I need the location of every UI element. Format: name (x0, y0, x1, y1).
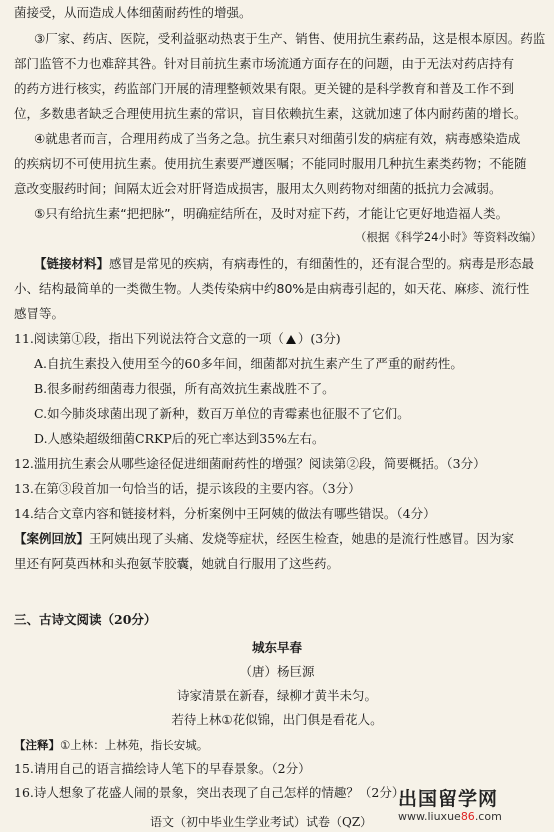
case-label: 【案例回放】 (14, 531, 90, 546)
link-material-label: 【链接材料】 (34, 256, 110, 271)
link-material-line-2: 小、结构最简单的一类微生物。人类传染病中约80%是由病毒引起的，如天花、麻疹、流行性 (14, 281, 530, 296)
paragraph-4-line-3: 意改变服药时间；间隔太近会对肝肾造成损害，服用太久则药物对细菌的抵抗力会减弱。 (14, 181, 502, 196)
source-citation: （根据《科学24小时》等资料改编） (354, 230, 542, 244)
logo-url: www.liuxue86.com (398, 810, 502, 823)
poem-note (14, 737, 208, 753)
case-line-1 (14, 531, 514, 547)
question-12: 12.滥用抗生素会从哪些途径促进细菌耐药性的增强？阅读第②段，简要概括。（3分） (14, 456, 486, 471)
link-material-text-1: 感冒是常见的疾病，有病毒性的，有细菌性的，还有混合型的。病毒是形态最 (109, 256, 535, 271)
site-watermark-logo (398, 788, 548, 828)
logo-name: 出国留学网 (398, 788, 499, 810)
question-13: 13.在第③段首加一句恰当的话，提示该段的主要内容。（3分） (14, 481, 361, 496)
question-15: 15.请用自己的语言描绘诗人笔下的早春景象。（2分） (14, 761, 311, 776)
question-11-stem-end: ）(3分) (297, 331, 341, 346)
question-11-option-a: A.自抗生素投入使用至今的60多年间，细菌都对抗生素产生了严重的耐药性。 (34, 356, 463, 371)
link-material-line-3: 感冒等。 (14, 306, 65, 321)
section-3-heading: 三、古诗文阅读（20分） (14, 612, 157, 627)
question-16: 16.诗人想象了花盛人闹的景象，突出表现了自己怎样的情趣？（2分） (14, 785, 405, 800)
question-11-option-d: D.人感染超级细菌CRKP后的死亡率达到35%左右。 (34, 431, 325, 446)
question-14: 14.结合文章内容和链接材料，分析案例中王阿姨的做法有哪些错误。（4分） (14, 506, 436, 521)
question-11-stem (14, 331, 341, 347)
paragraph-3-line-4: 位，多数患者缺乏合理使用抗生素的常识，盲目依赖抗生素，这就加速了体内耐药菌的增长。 (14, 106, 527, 121)
paragraph-3-line-3: 的药方进行核实，药监部门开展的清理整顿效果有限。更关键的是科学教育和普及工作不到 (14, 81, 515, 96)
poem-line-1: 诗家清景在新春，绿柳才黄半未匀。 (176, 688, 377, 703)
paragraph-4-line-1: ④就患者而言，合理用药成了当务之急。抗生素只对细菌引发的病症有效，病毒感染造成 (34, 131, 521, 146)
paragraph-3-line-2: 部门监管不力也难辞其咎。针对目前抗生素市场流通方面存在的问题，由于无法对药店持有 (14, 56, 515, 71)
paragraph-3-line-1: ③厂家、药店、医院，受利益驱动热衷于生产、销售、使用抗生素药品，这是根本原因。药监 (34, 31, 546, 46)
poem-author: （唐）杨巨源 (239, 664, 315, 679)
note-label: 【注释】 (14, 738, 60, 752)
paragraph-4-line-2: 的疾病切不可使用抗生素。使用抗生素要严遵医嘱；不能同时服用几种抗生素类药物；不能随 (14, 156, 527, 171)
case-text-1: 王阿姨出现了头痛、发烧等症状，经医生检查，她患的是流行性感冒。因为家 (89, 531, 515, 546)
page-footer: 语文（初中毕业生学业考试）试卷（QZ） (150, 815, 373, 829)
question-11-option-c: C.如今肺炎球菌出现了新种，数百万单位的青霉素也征服不了它们。 (34, 406, 410, 421)
answer-triangle-icon (286, 335, 296, 344)
paragraph-1-tail: 菌接受，从而造成人体细菌耐药性的增强。 (14, 5, 252, 20)
case-line-2: 里还有阿莫西林和头孢氨苄胶囊，她就自行服用了这些药。 (14, 556, 340, 571)
paragraph-5: ⑤只有给抗生素“把把脉”，明确症结所在，及时对症下药，才能让它更好地造福人类。 (34, 206, 509, 221)
note-text: ①上林：上林苑，指长安城。 (60, 738, 209, 752)
question-11-stem-start: 11.阅读第①段，指出下列说法符合文意的一项（ (14, 331, 284, 346)
link-material-line-1 (34, 256, 534, 272)
poem-title: 城东早春 (251, 640, 302, 655)
poem-line-2: 若待上林①花似锦，出门俱是看花人。 (171, 712, 383, 727)
question-11-option-b: B.很多耐药细菌毒力很强，所有高效抗生素战胜不了。 (34, 381, 335, 396)
